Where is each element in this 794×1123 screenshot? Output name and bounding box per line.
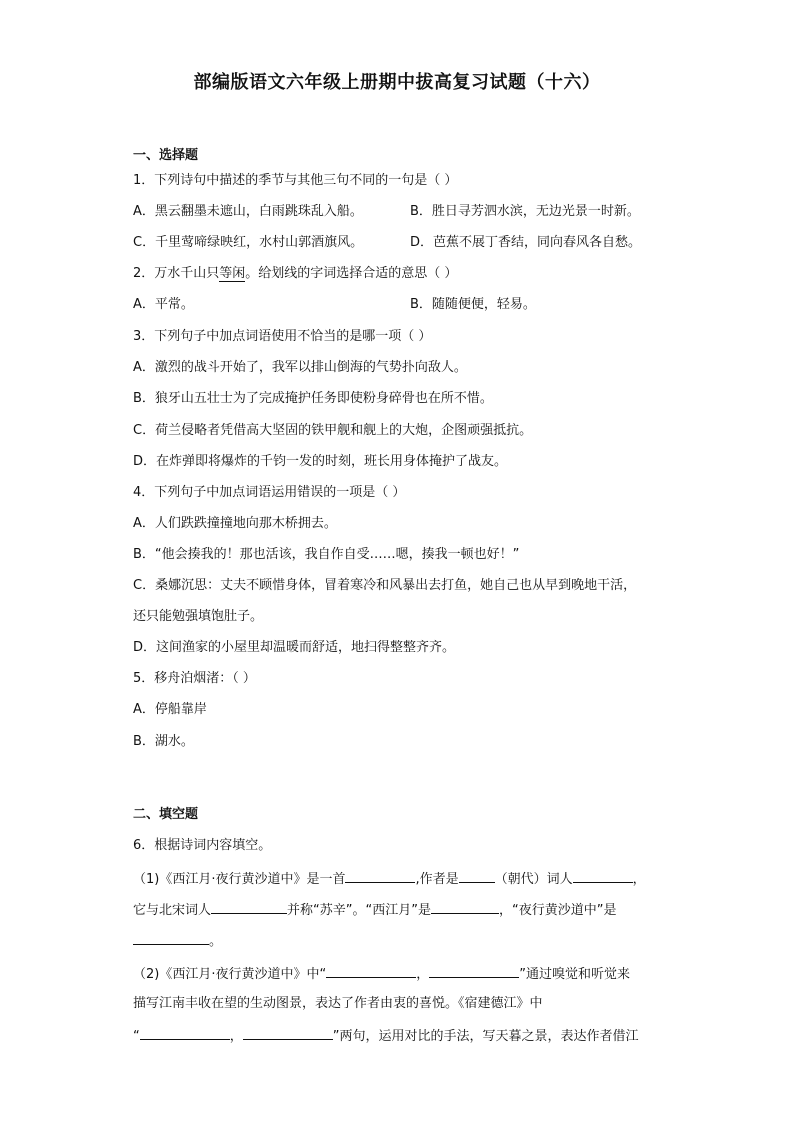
answer-blank[interactable]: [326, 965, 416, 978]
answer-blank[interactable]: [429, 965, 519, 978]
question-4-option-c-continued: 还只能勉强填饱肚子。: [133, 609, 264, 624]
question-3-option-d: D．在炸弹即将爆炸的千钧一发的时刻，班长用身体掩护了战友。: [133, 454, 508, 469]
question-6-stem: 6．根据诗词内容填空。: [133, 838, 272, 853]
question-1-option-c: C．千里莺啼绿映红，水村山郭酒旗风。: [133, 235, 364, 250]
answer-blank[interactable]: [459, 870, 495, 883]
question-1-option-a: A．黑云翻墨未遮山，白雨跳珠乱入船。: [133, 204, 363, 219]
question-6-part-1-line-2: 它与北宋词人 并称“苏辛”。“西江月”是 ，“夜行黄沙道中”是: [133, 903, 617, 918]
question-2-option-b: B．随随便便，轻易。: [410, 297, 536, 312]
question-3-option-c: C．荷兰侵略者凭借高大坚固的铁甲舰和舰上的大炮，企图顽强抵抗。: [133, 423, 533, 438]
question-4-option-b: B．“他会揍我的！那也活该，我自作自受……嗯，揍我一顿也好！”: [133, 547, 520, 562]
page-title: 部编版语文六年级上册期中拔高复习试题（十六）: [193, 72, 601, 93]
question-5-option-a: A．停船靠岸: [133, 702, 207, 717]
question-6-part-1-line-3: 。: [133, 932, 693, 950]
question-3-stem: 3．下列句子中加点词语使用不恰当的是哪一项（ ）: [133, 329, 432, 344]
question-6-part-2-line-3: “ ， ”两句，运用对比的手法，写天暮之景，表达作者借江: [133, 1029, 639, 1044]
question-1-options-row-1: [133, 204, 693, 220]
section-heading-choice: 一、选择题: [133, 148, 199, 163]
answer-blank[interactable]: [140, 1027, 230, 1040]
answer-blank[interactable]: [431, 901, 499, 914]
question-6-part-2-line-2: 描写江南丰收在望的生动图景，表达了作者由衷的喜悦。《宿建德江》中: [133, 996, 543, 1011]
underlined-word: 等闲: [219, 266, 246, 281]
question-1-option-d: D．芭蕉不展丁香结，同向春风各自愁。: [410, 235, 642, 250]
answer-blank[interactable]: [133, 932, 209, 945]
question-6-part-2-line-1: （2)《西江月·夜行黄沙道中》中“ ， ”通过嗅觉和听觉来: [133, 967, 630, 982]
question-3-option-a: A．激烈的战斗开始了，我军以排山倒海的气势扑向敌人。: [133, 360, 467, 375]
question-4-stem: 4．下列句子中加点词语运用错误的一项是（ ）: [133, 485, 406, 500]
question-4-option-c: C．桑娜沉思：丈夫不顾惜身体，冒着寒冷和风暴出去打鱼，她自己也从早到晚地干活，: [133, 578, 637, 593]
question-2-options: [133, 297, 693, 313]
answer-blank[interactable]: [243, 1027, 333, 1040]
answer-blank[interactable]: [345, 870, 415, 883]
question-3-option-b: B．狼牙山五壮士为了完成掩护任务即使粉身碎骨也在所不惜。: [133, 391, 493, 406]
answer-blank[interactable]: [211, 901, 287, 914]
question-2-stem: 2．万水千山只等闲。给划线的字词选择合适的意思（ ）: [133, 266, 458, 281]
question-5-stem: 5．移舟泊烟渚：（ ）: [133, 671, 256, 686]
section-heading-fill: 二、填空题: [133, 807, 199, 822]
question-1-stem: 1．下列诗句中描述的季节与其他三句不同的一句是（ ）: [133, 173, 458, 188]
question-5-option-b: B．湖水。: [133, 734, 194, 749]
question-1-options-row-2: [133, 235, 693, 251]
question-4-option-d: D．这间渔家的小屋里却温暖而舒适，地扫得整整齐齐。: [133, 640, 456, 655]
answer-blank[interactable]: [573, 870, 633, 883]
question-1-option-b: B．胜日寻芳泗水滨，无边光景一时新。: [410, 204, 640, 219]
question-4-option-a: A．人们跌跌撞撞地向那木桥拥去。: [133, 516, 337, 531]
question-6-part-1-line-1: （1)《西江月·夜行黄沙道中》是一首 ,作者是 （朝代）词人 ，: [133, 872, 646, 887]
question-2-option-a: A．平常。: [133, 297, 194, 312]
